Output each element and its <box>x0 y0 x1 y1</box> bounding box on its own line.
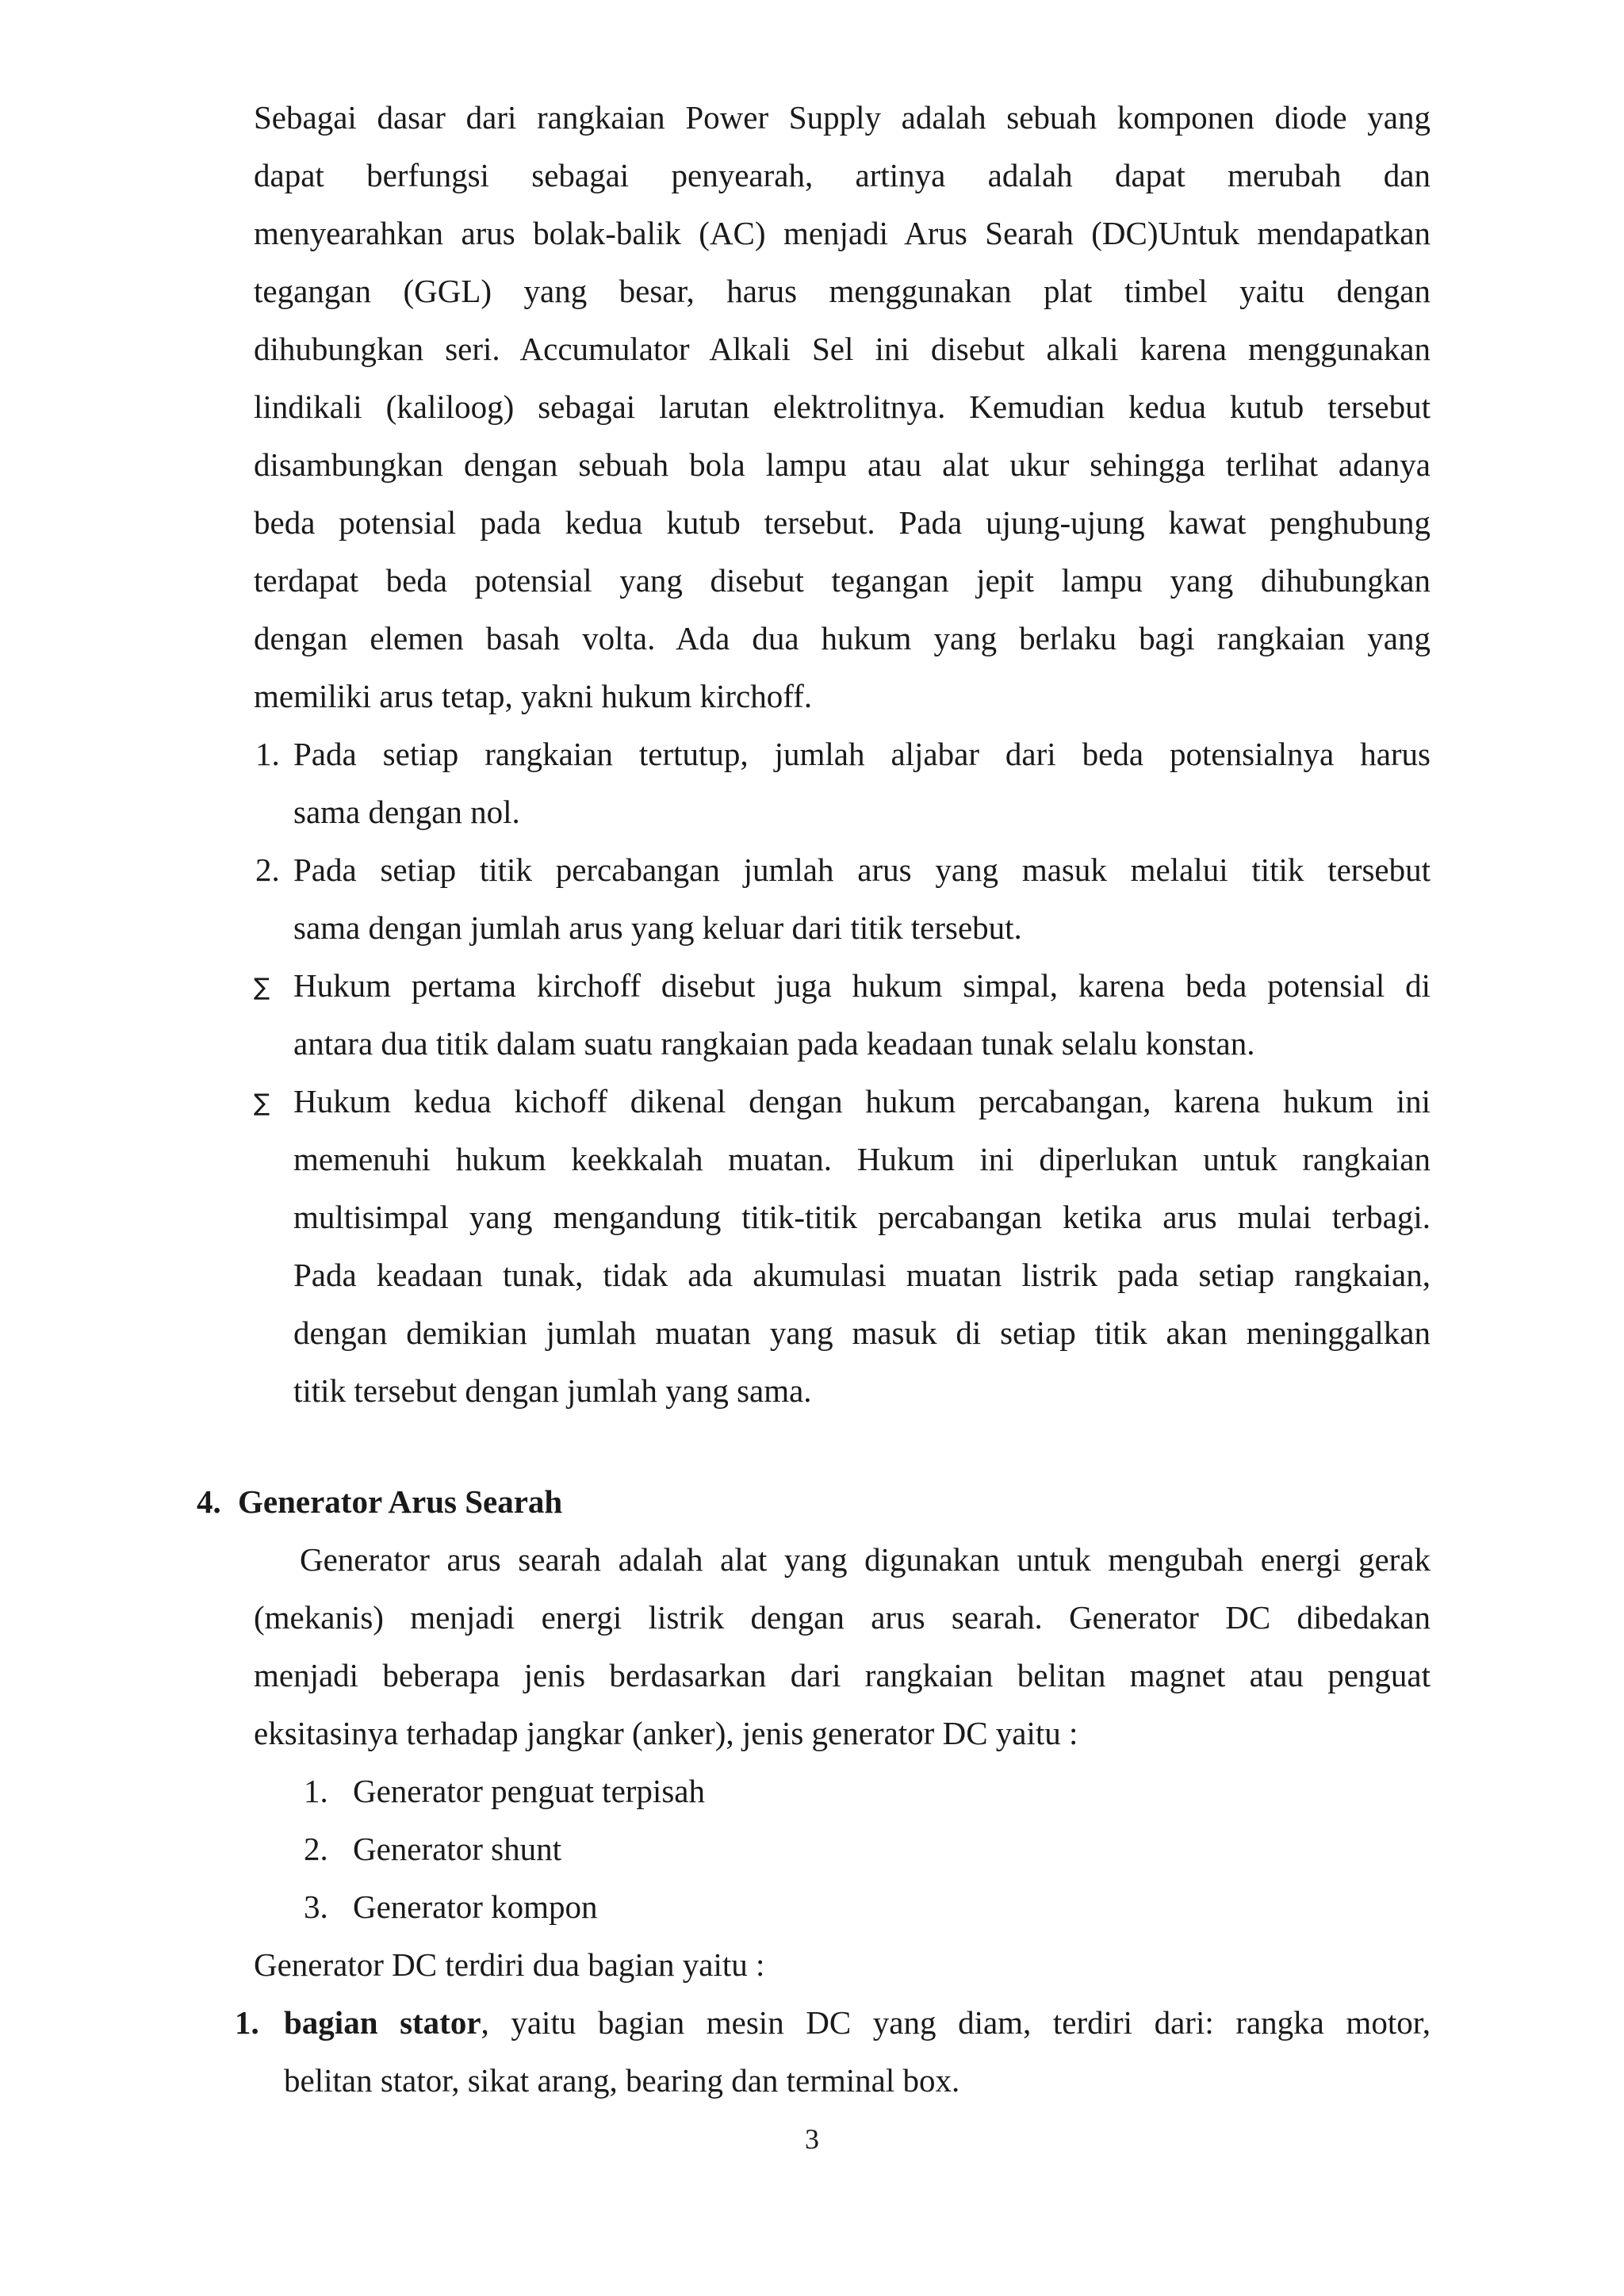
section-title: Generator Arus Searah <box>238 1483 563 1520</box>
list-number: 2. <box>304 1831 328 1867</box>
bullet-line: memenuhi hukum keekkalah muatan. Hukum ini diperlukan untuk rangkaian <box>293 1141 1431 1177</box>
parts-intro: Generator DC terdiri dua bagian yaitu : <box>254 1946 765 1983</box>
bullet-line: Pada keadaan tunak, tidak ada akumulasi muatan listrik pada setiap rangkaian, <box>293 1257 1431 1293</box>
paragraph-line: (mekanis) menjadi energi listrik dengan arus searah. Generator DC dibedakan <box>254 1599 1431 1636</box>
list-item-line: Pada setiap rangkaian tertutup, jumlah aljabar dari beda potensialnya harus <box>293 736 1431 772</box>
part-term: bagian stator <box>284 2004 481 2041</box>
list-number: 1. <box>255 736 280 772</box>
list-number: 2. <box>255 851 280 888</box>
paragraph-line: Generator arus searah adalah alat yang digunakan untuk mengubah energi gerak <box>300 1541 1431 1578</box>
paragraph-line: eksitasinya terhadap jangkar (anker), jenis generator DC yaitu : <box>254 1715 1078 1751</box>
paragraph-line: memiliki arus tetap, yakni hukum kirchoff. <box>254 678 813 714</box>
paragraph-line: disambungkan dengan sebuah bola lampu atau alat ukur sehingga terlihat adanya <box>254 446 1431 483</box>
paragraph-line: lindikali (kaliloog) sebagai larutan elektrolitnya. Kemudian kedua kutub tersebut <box>254 388 1431 425</box>
list-item: Generator penguat terpisah <box>353 1773 705 1809</box>
section-number: 4. <box>197 1483 221 1520</box>
list-item-line: belitan stator, sikat arang, bearing dan terminal box. <box>284 2062 960 2099</box>
bullet-line: antara dua titik dalam suatu rangkaian pada keadaan tunak selalu konstan. <box>293 1025 1255 1062</box>
list-item: Generator kompon <box>353 1888 598 1925</box>
paragraph-line: dapat berfungsi sebagai penyearah, artinya adalah dapat merubah dan <box>254 157 1431 193</box>
list-number: 3. <box>304 1888 328 1925</box>
page-number: 3 <box>805 2123 819 2155</box>
bullet-line: titik tersebut dengan jumlah yang sama. <box>293 1372 812 1409</box>
paragraph-line: menjadi beberapa jenis berdasarkan dari rangkaian belitan magnet atau penguat <box>254 1657 1431 1693</box>
list-item-line: sama dengan jumlah arus yang keluar dari titik tersebut. <box>293 909 1022 946</box>
sigma-bullet-icon: ∑ <box>254 974 270 1001</box>
bullet-line: dengan demikian jumlah muatan yang masuk di setiap titik akan meninggalkan <box>293 1314 1431 1351</box>
bullet-line: Hukum kedua kichoff dikenal dengan hukum percabangan, karena hukum ini <box>293 1083 1431 1119</box>
list-number: 1. <box>304 1773 328 1809</box>
paragraph-line: Sebagai dasar dari rangkaian Power Supply adalah sebuah komponen diode yang <box>254 99 1431 136</box>
paragraph-line: terdapat beda potensial yang disebut tegangan jepit lampu yang dihubungkan <box>254 562 1431 599</box>
sigma-bullet-icon: ∑ <box>254 1089 270 1117</box>
paragraph-line: dihubungkan seri. Accumulator Alkali Sel ini disebut alkali karena menggunakan <box>254 331 1431 367</box>
list-item-line: Pada setiap titik percabangan jumlah arus yang masuk melalui titik tersebut <box>293 851 1431 888</box>
bullet-line: Hukum pertama kirchoff disebut juga hukum simpal, karena beda potensial di <box>293 967 1431 1004</box>
paragraph-line: tegangan (GGL) yang besar, harus menggunakan plat timbel yaitu dengan <box>254 273 1431 309</box>
paragraph-line: dengan elemen basah volta. Ada dua hukum yang berlaku bagi rangkaian yang <box>254 620 1431 656</box>
list-item-line: sama dengan nol. <box>293 794 520 830</box>
list-item-line <box>284 1994 1431 2052</box>
paragraph-line: menyearahkan arus bolak-balik (AC) menjadi Arus Searah (DC)Untuk mendapatkan <box>254 215 1431 251</box>
paragraph-line: beda potensial pada kedua kutub tersebut. Pada ujung-ujung kawat penghubung <box>254 504 1431 541</box>
list-number: 1. <box>235 2004 259 2041</box>
bullet-line: multisimpal yang mengandung titik-titik percabangan ketika arus mulai terbagi. <box>293 1199 1431 1235</box>
part-description: , yaitu bagian mesin DC yang diam, terdiri dari: rangka motor, <box>481 2004 1431 2041</box>
list-item: Generator shunt <box>353 1831 561 1867</box>
